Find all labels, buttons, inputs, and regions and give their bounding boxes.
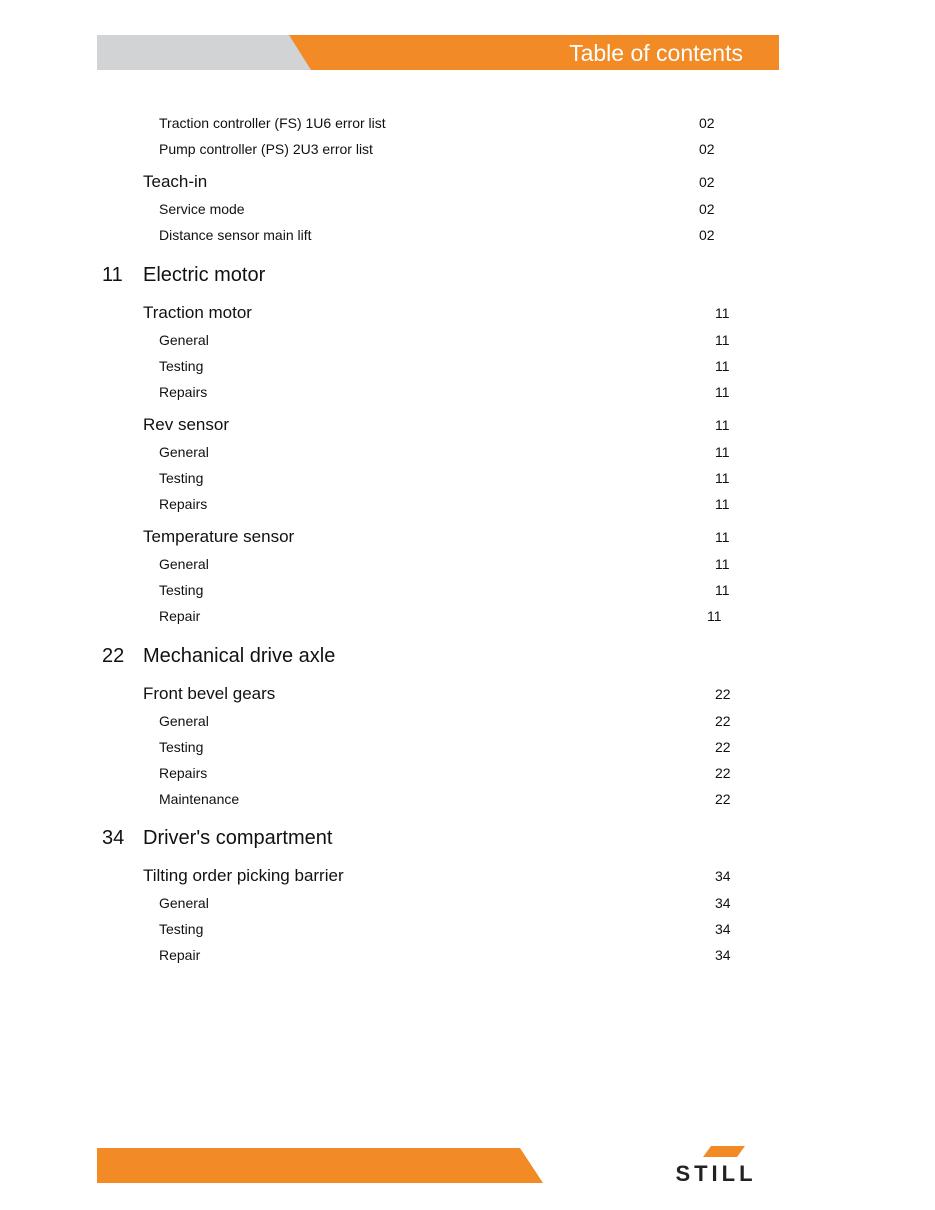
toc-entry-title: Distance sensor main lift: [159, 227, 312, 243]
toc-section-title: Rev sensor: [143, 415, 229, 434]
toc-entry-title: General: [159, 332, 209, 348]
toc-page-number: 22: [715, 686, 731, 702]
toc-page-number: 02: [699, 115, 715, 131]
logo-text: STILL: [675, 1161, 757, 1184]
toc-page-number: 02: [699, 201, 715, 217]
toc-entry-title: Testing: [159, 358, 204, 374]
toc-entry-title: Testing: [159, 470, 204, 486]
still-logo-icon: [653, 1146, 779, 1184]
toc-page-number: 11: [715, 332, 730, 348]
toc-page-number: 34: [715, 868, 731, 884]
toc-entry-title: Maintenance: [159, 791, 240, 807]
toc-page-number: 34: [715, 947, 731, 963]
toc-entry-title: Traction controller (FS) 1U6 error list: [159, 115, 386, 131]
chapter-number: 11: [102, 264, 123, 286]
toc-page-number: 11: [715, 529, 730, 545]
toc-entry-title: Repairs: [159, 765, 208, 781]
toc-page-number: 11: [715, 384, 730, 400]
chapter-title: Mechanical drive axle: [143, 645, 336, 667]
chapter-title: Electric motor: [143, 264, 266, 286]
toc-section-title: Tilting order picking barrier: [143, 866, 344, 885]
toc-entry-title: Testing: [159, 739, 204, 755]
toc-entry-title: General: [159, 444, 209, 460]
toc-entry-title: General: [159, 556, 209, 572]
toc-page-number: 11: [715, 582, 730, 598]
toc-page-number: 02: [699, 227, 715, 243]
toc-entry-title: Repair: [159, 947, 201, 963]
toc-page-number: 11: [715, 496, 730, 512]
toc-page-number: 34: [715, 921, 731, 937]
toc-page-number: 11: [715, 305, 730, 321]
footer-band: [97, 1148, 543, 1183]
toc-page-number: 34: [715, 895, 731, 911]
toc-entry-title: Repair: [159, 608, 201, 624]
toc-page-number: 02: [699, 174, 715, 190]
toc-entry-title: Service mode: [159, 201, 245, 217]
toc-entry-title: General: [159, 713, 209, 729]
toc-section-title: Temperature sensor: [143, 527, 295, 546]
toc-page-number: 11: [715, 417, 730, 433]
page-title: Table of contents: [569, 40, 743, 66]
toc-page-number: 11: [715, 444, 730, 460]
toc-entry-title: General: [159, 895, 209, 911]
toc-page-number: 22: [715, 765, 731, 781]
chapter-number: 22: [102, 645, 125, 667]
chapter-number: 34: [102, 827, 125, 849]
toc-page-number: 22: [715, 739, 731, 755]
toc-section-title: Front bevel gears: [143, 684, 276, 703]
toc-page-number: 11: [715, 470, 730, 486]
toc-page-number: 11: [715, 556, 730, 572]
toc-page-number: 02: [699, 141, 715, 157]
toc-page-number: 11: [715, 358, 730, 374]
toc-section-title: Traction motor: [143, 303, 252, 322]
toc-section-title: Teach-in: [143, 172, 208, 191]
toc-entry-title: Testing: [159, 582, 204, 598]
toc-entry-title: Repairs: [159, 384, 208, 400]
chapter-title: Driver's compartment: [143, 827, 333, 849]
toc-page-number: 22: [715, 713, 731, 729]
toc-entry-title: Testing: [159, 921, 204, 937]
toc-entry-title: Repairs: [159, 496, 208, 512]
toc-page-number: 11: [707, 608, 722, 624]
toc-page-number: 22: [715, 791, 731, 807]
toc-entry-title: Pump controller (PS) 2U3 error list: [159, 141, 373, 157]
